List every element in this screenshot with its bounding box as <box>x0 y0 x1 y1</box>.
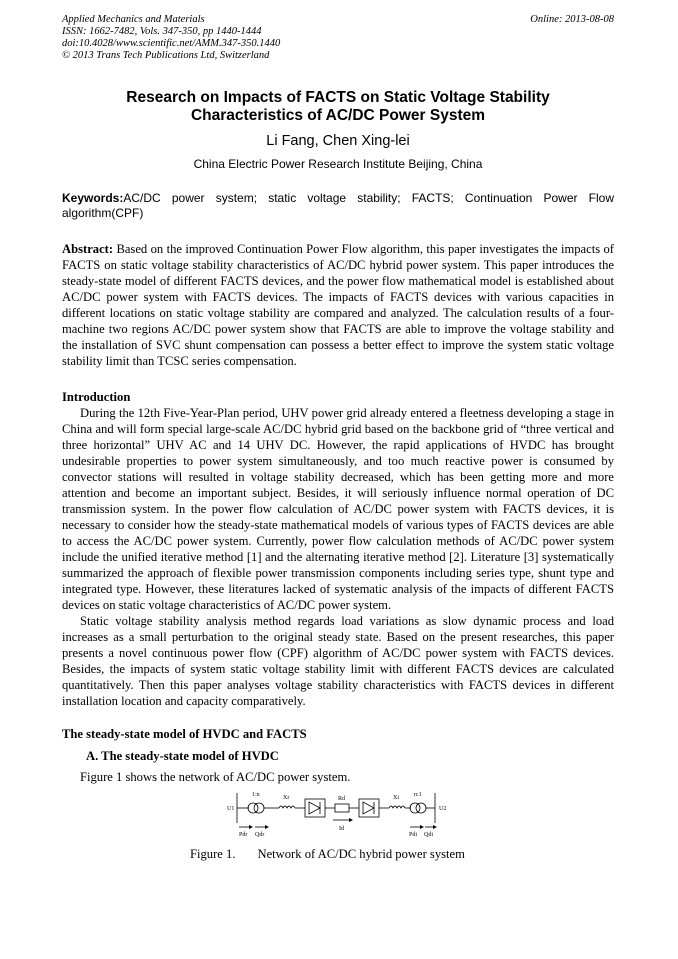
paper-title <box>62 89 614 125</box>
acdc-network-diagram <box>225 787 455 839</box>
transformer-2-winding-b <box>416 803 426 813</box>
inverter-box <box>359 799 379 817</box>
inductor-xi <box>389 806 405 808</box>
introduction-heading: Introduction <box>62 390 131 404</box>
intro-paragraph-1: During the 12th Five-Year-Plan period, UHV power grid already entered a fleetness developing a stage in China and will form special large-scale AC/DC hybrid grid based on the backbone grid of “three vertical and three horizontal” UHV AC and 14 UHV DC. However, the rapid applications of HVDC has brought undesirable properties to power system simultaneously, and too much reactive power is consumed by convector stations will resulted in voltage stability decreased, which has been getting more and more attention and become an important subject. Besides, it will seriously influence normal operation of DC transmission system. In the power flow calculation of AC/DC power system with FACTS devices, it is necessary to consider how the steady-state mathematical models of various types of FACTS devices are able to access the AC/DC power system. Currently, power flow calculation methods of AC/DC power system include the unified iterative method [1] and the alternating iterative method [2]. Literature [3] systematically summarized the approach of flexible power transmission components including series type, shunt type and integrated type. However, these literatures lacked of systematic analysis of the impacts of different FACTS devices on static voltage characteristics of AC/DC power system. <box>62 406 614 612</box>
abstract <box>62 241 614 369</box>
subsection-heading: A. The steady-state model of HVDC <box>86 749 279 763</box>
title-line-1: Research on Impacts of FACTS on Static Voltage Stability <box>126 89 550 106</box>
abstract-label: Abstract: <box>62 242 114 256</box>
introduction-section <box>62 389 614 709</box>
transformer-1-winding-b <box>254 803 264 813</box>
affiliation: China Electric Power Research Institute Beijing, China <box>193 157 483 171</box>
figure-intro: Figure 1 shows the network of AC/DC power system. <box>80 770 351 784</box>
transformer-1-winding-a <box>248 803 258 813</box>
section-heading: The steady-state model of HVDC and FACTS <box>62 727 307 741</box>
intro-paragraph-2: Static voltage stability analysis method regards load variations as slow dynamic process and load increases as a small perturbation to the original steady state. Based on the present researches, this paper presents a novel continuous power flow (CPF) algorithm of AC/DC power system with FACTS devices. Besides, the impacts of system static voltage stability limit with different FACTS devices are calculated quantitatively. Then this paper analyses voltage stability characteristics with FACTS devices in different installation location and capacity comparatively. <box>62 614 614 708</box>
inverter-diode-icon <box>363 802 374 814</box>
journal-header <box>62 14 280 62</box>
inductor-xr <box>279 806 295 808</box>
online-date: Online: 2013-08-08 <box>530 14 614 25</box>
title-line-2: Characteristics of AC/DC Power System <box>190 107 486 124</box>
resistor-rd <box>335 804 349 812</box>
rectifier-diode-icon <box>309 802 320 814</box>
label-t2: n:1 <box>414 792 422 798</box>
label-pdi: Pdi <box>409 832 418 838</box>
rectifier-box <box>305 799 325 817</box>
caption-text: Network of AC/DC hybrid power system <box>257 847 465 861</box>
label-t1: 1:n <box>252 792 260 798</box>
abstract-text: Based on the improved Continuation Power Flow algorithm, this paper investigates the impacts of FACTS on static voltage stability characteristics of AC/DC hybrid power system. This paper introduces the steady-state model of different FACTS devices, and the power flow mathematical model is established about AC/DC power system with FACTS devices. The impacts of FACTS devices with various capacities in different locations on static voltage stability are compared and analyzed. The calculation results of a four-machine two regions AC/DC power system show that FACTS are able to improve the voltage stability and the installation of SVC shunt compensation can possess a better effect to improve the system static voltage stability limit than TCSC series compensation. <box>62 242 614 368</box>
label-qdi: Qdi <box>424 832 433 838</box>
label-xi: Xi <box>393 795 399 801</box>
steady-state-section <box>62 726 614 785</box>
label-qdr: Qdr <box>255 832 265 838</box>
label-rd: Rd <box>338 796 346 802</box>
label-u2: U2 <box>439 806 447 812</box>
label-id: Id <box>339 826 344 832</box>
caption-label: Figure 1. <box>190 847 236 861</box>
keywords-label: Keywords: <box>62 191 124 205</box>
keywords-text: AC/DC power system; static voltage stability; FACTS; Continuation Power Flow algorithm(CPF) <box>62 191 614 220</box>
journal-name: Applied Mechanics and Materials <box>62 14 205 25</box>
doi-line: doi:10.4028/www.scientific.net/AMM.347-350.1440 <box>62 38 281 49</box>
keywords <box>62 191 614 221</box>
label-xr: Xr <box>283 795 290 801</box>
transformer-2-winding-a <box>410 803 420 813</box>
label-u1: U1 <box>227 806 235 812</box>
label-pdr: Pdr <box>239 832 248 838</box>
copyright-line: © 2013 Trans Tech Publications Ltd, Switzerland <box>62 50 270 61</box>
figure-caption <box>190 847 465 862</box>
authors: Li Fang, Chen Xing-lei <box>266 133 410 149</box>
issn-line: ISSN: 1662-7482, Vols. 347-350, pp 1440-1444 <box>62 26 262 37</box>
